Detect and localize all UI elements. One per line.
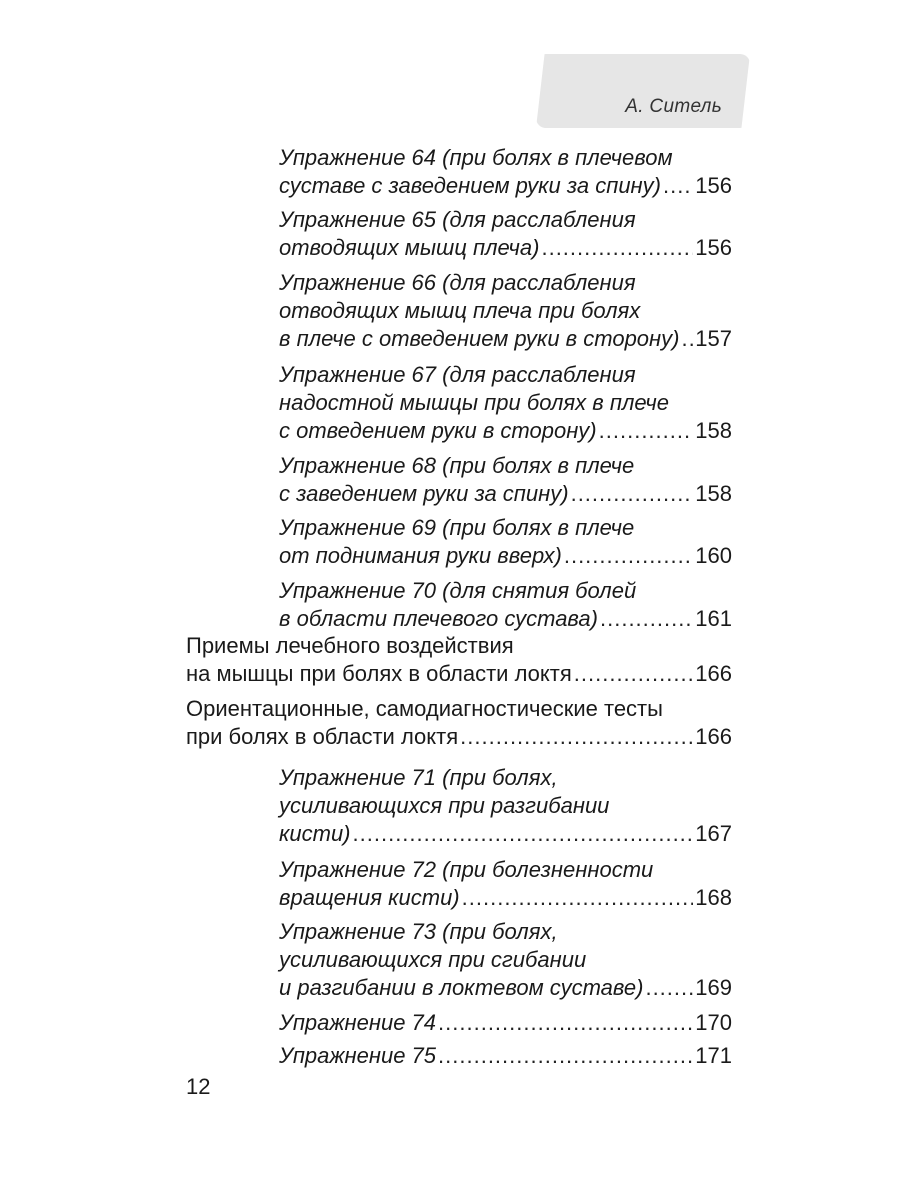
toc-entry-line: Упражнение 71 (при болях,	[279, 765, 558, 790]
toc-entry-title: на мышцы при болях в области локтя	[186, 661, 572, 686]
toc-section-elbow-tests	[186, 695, 732, 751]
toc-page-number: 156	[695, 173, 732, 198]
toc-entry-line: Упражнение 73 (при болях,	[279, 919, 558, 944]
toc-page-number: 169	[695, 975, 732, 1000]
dot-leader	[541, 234, 693, 262]
dot-leader	[438, 1042, 693, 1070]
toc-page-number: 156	[695, 235, 732, 260]
page-number: 12	[186, 1074, 211, 1099]
toc-entry-line: Приемы лечебного воздействия	[186, 633, 514, 658]
toc-section-elbow-techniques	[186, 632, 732, 688]
toc-page-number: 168	[695, 885, 732, 910]
toc-entry-title: кисти)	[279, 821, 351, 846]
dot-leader	[564, 542, 693, 570]
toc-entry-title: в плече с отведением руки в сторону)	[279, 326, 680, 351]
toc-entry-title: с отведением руки в сторону)	[279, 418, 597, 443]
dot-leader	[645, 974, 693, 1002]
toc-entry-line: Упражнение 70 (для снятия болей	[279, 578, 637, 603]
toc-page-number: 157	[695, 326, 732, 351]
toc-entry-65	[279, 206, 732, 262]
toc-entry-line: Ориентационные, самодиагностические тесты	[186, 696, 663, 721]
toc-page-number: 171	[695, 1043, 732, 1068]
toc-entry-64	[279, 144, 732, 200]
toc-page-number: 166	[695, 724, 732, 749]
toc-entry-line: Упражнение 72 (при болезненности	[279, 857, 654, 882]
toc-page-number: 167	[695, 821, 732, 846]
toc-entry-title: Упражнение 75	[279, 1043, 437, 1068]
toc-entry-line: усиливающихся при сгибании	[279, 947, 587, 972]
toc-entry-line: Упражнение 69 (при болях в плече	[279, 515, 635, 540]
dot-leader	[681, 325, 693, 353]
dot-leader	[571, 480, 694, 508]
toc-entry-68	[279, 452, 732, 508]
toc-entry-title: от поднимания руки вверх)	[279, 543, 562, 568]
toc-entry-75	[279, 1042, 732, 1070]
dot-leader	[438, 1009, 693, 1037]
dot-leader	[600, 605, 693, 633]
toc-entry-71	[279, 764, 732, 848]
toc-entry-line: Упражнение 64 (при болях в плечевом	[279, 145, 673, 170]
dot-leader	[460, 723, 693, 751]
toc-entry-73	[279, 918, 732, 1002]
toc-entry-title: в области плечевого сустава)	[279, 606, 598, 631]
toc-entry-title: вращения кисти)	[279, 885, 460, 910]
toc-entry-69	[279, 514, 732, 570]
toc-entry-line: усиливающихся при разгибании	[279, 793, 610, 818]
toc-entry-line: отводящих мышц плеча при болях	[279, 298, 641, 323]
toc-entry-title: и разгибании в локтевом суставе)	[279, 975, 644, 1000]
toc-entry-title: с заведением руки за спину)	[279, 481, 569, 506]
toc-page-number: 158	[695, 481, 732, 506]
dot-leader	[663, 172, 693, 200]
toc-entry-line: Упражнение 66 (для расслабления	[279, 270, 636, 295]
toc-entry-line: надостной мышцы при болях в плече	[279, 390, 669, 415]
toc-entry-line: Упражнение 67 (для расслабления	[279, 362, 636, 387]
toc-entry-title: суставе с заведением руки за спину)	[279, 173, 661, 198]
toc-page-number: 166	[695, 661, 732, 686]
toc-entry-66	[279, 269, 732, 353]
toc-entry-line: Упражнение 68 (при болях в плече	[279, 453, 635, 478]
toc-page-number: 161	[695, 606, 732, 631]
toc-entry-67	[279, 361, 732, 445]
toc-page-number: 160	[695, 543, 732, 568]
toc-entry-title: отводящих мышц плеча)	[279, 235, 540, 260]
running-header-author: А. Ситель	[625, 96, 722, 117]
dot-leader	[599, 417, 694, 445]
toc-entry-title: при болях в области локтя	[186, 724, 459, 749]
toc-entry-72	[279, 856, 732, 912]
toc-page-number: 158	[695, 418, 732, 443]
dot-leader	[574, 660, 694, 688]
toc-entry-74	[279, 1009, 732, 1037]
toc-entry-70	[279, 577, 732, 633]
toc-page-number: 170	[695, 1010, 732, 1035]
dot-leader	[462, 884, 694, 912]
toc-entry-title: Упражнение 74	[279, 1010, 437, 1035]
toc-entry-line: Упражнение 65 (для расслабления	[279, 207, 636, 232]
dot-leader	[353, 820, 694, 848]
